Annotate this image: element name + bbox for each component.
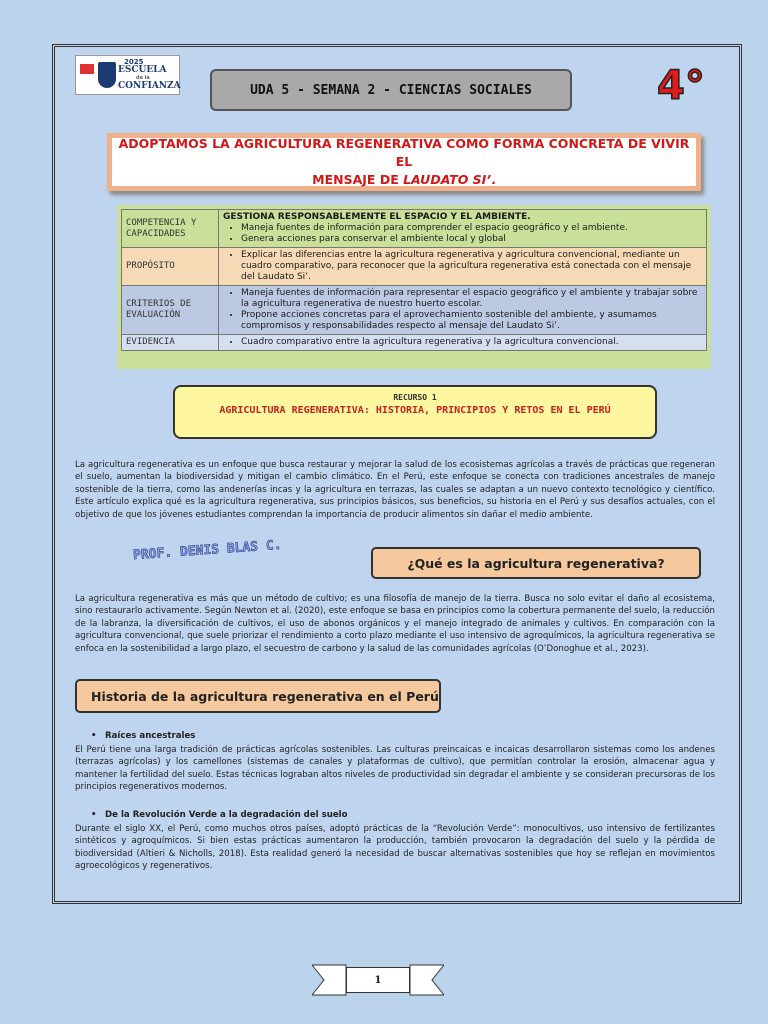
section-heading-que-es [371,547,701,579]
proposito-label: PROPÓSITO [122,248,219,286]
evidencia-label: EVIDENCIA [122,335,219,351]
criterios-cell [219,286,707,335]
competency-table [121,209,707,351]
table-row-proposito [122,248,707,286]
session-title [112,135,696,189]
session-title-line2-prefix: MENSAJE DE [312,172,404,187]
resource-label: RECURSO 1 [393,393,437,402]
evidencia-cell [219,335,707,351]
school-logo [75,55,180,95]
resource-box [173,385,657,439]
list-item: • Genera acciones para conservar el ambiente local y global [241,234,702,245]
section-heading-text: Historia de la agricultura regenerativa en el Perú [91,688,439,704]
section-heading-historia [75,679,441,713]
competencia-label: COMPETENCIA Y CAPACIDADES [122,210,219,248]
logo-line3: CONFIANZA [118,81,181,91]
proposito-cell [219,248,707,286]
section-heading-text: ¿Qué es la agricultura regenerativa? [407,555,665,571]
logo-line2: de la [136,75,150,81]
logo-shield-icon [98,62,116,88]
bullet-revolucion-verde: • De la Revolución Verde a la degradación del suelo [105,810,348,820]
bullet-raices: • Raíces ancestrales [105,731,195,741]
competencia-cell [219,210,707,248]
list-item: • Propone acciones concretas para el aprovechamiento sostenible del ambiente, y asumamos compromisos y responsabilidades respecto al mensaje del Laudato Si’. [241,310,702,332]
competencia-head: GESTIONA RESPONSABLEMENTE EL ESPACIO Y EL AMBIENTE. [223,212,531,222]
grade-badge: 4° [657,63,705,109]
table-row-evidencia [122,335,707,351]
teacher-signature: PROF. DENIS BLAS C. [132,537,283,564]
resource-title: AGRICULTURA REGENERATIVA: HISTORIA, PRINCIPIOS Y RETOS EN EL PERÚ [219,405,611,416]
list-item: • Maneja fuentes de información para representar el espacio geográfico y el ambiente y trabajar sobre la agricultura regenerativa de nuestro huerto escolar. [241,288,702,310]
page-number-ribbon [312,963,444,997]
page-number: 1 [346,967,410,993]
intro-paragraph: La agricultura regenerativa es un enfoque que busca restaurar y mejorar la salud de los ecosistemas agrícolas a través de prácticas que regeneran el suelo, aumentan la biodiversidad y mitigan el cambio climático. En el Perú, este enfoque se conecta con tradiciones ancestrales de manejo sostenible de la tierra, como las andenerías incas y la agricultura en terrazas, las cuales se adaptan a un nuevo contexto tecnológico y científico. Este artículo explica qué es la agricultura regenerativa, sus principios básicos, sus beneficios, su historia en el Perú y sus desafíos actuales, con el objetivo de que los jóvenes estudiantes comprendan la importancia de producir alimentos sin dañar el medio ambiente. [75,460,715,520]
logo-line1: ESCUELA [118,65,167,75]
logo-flag-icon [80,64,94,74]
table-row-competencia [122,210,707,248]
unit-title-bar [210,69,572,111]
session-title-box [107,133,701,191]
section1-paragraph: La agricultura regenerativa es más que un método de cultivo; es una filosofía de manejo de la tierra. Busca no solo evitar el daño al ecosistema, sino restaurarlo activamente. Según Newton et al. (2020), este enfoque se basa en principios como la cobertura permanente del suelo, la reducción de la labranza, la diversificación de cultivos, el uso de abonos orgánicos y el manejo integrado de animales y cultivos. En comparación con la agricultura convencional, que suele priorizar el rendimiento a corto plazo mediante el uso intensivo de agroquímicos, la agricultura regenerativa se enfoca en la sostenibilidad a largo plazo, el secuestro de carbono y la salud de las comunidades agrícolas (O’Donoghue et al., 2023). [75,594,715,654]
historia-paragraph-2: Durante el siglo XX, el Perú, como muchos otros países, adoptó prácticas de la “Revolución Verde”: monocultivos, uso intensivo de fertilizantes sintéticos y agroquímicos. Si bien estas prácticas aumentaron la producción, también provocaron la degradación del suelo y la pérdida de biodiversidad (Altieri & Nicholls, 2018). Esta realidad generó la necesidad de buscar alternativas sostenibles que hoy se reflejan en movimientos agroecológicos y regenerativos. [75,824,715,872]
unit-title: UDA 5 - SEMANA 2 - CIENCIAS SOCIALES [250,82,532,98]
list-item: • Explicar las diferencias entre la agricultura regenerativa y agricultura convencional, mediante un cuadro comparativo, para reconocer que la agricultura regenerativa está conectada con el mensaje del Laudato Si’. [241,250,702,283]
historia-paragraph-1: El Perú tiene una larga tradición de prácticas agrícolas sostenibles. Las culturas preincaicas e incaicas desarrollaron sistemas como los andenes (terrazas agrícolas) y los camellones (sistemas de canales y plataformas de cultivo), que permitían controlar la erosión, almacenar agua y mantener la fertilidad del suelo. Estas técnicas lograban altos niveles de productividad sin degradar el ambiente y se consideran precursoras de los principios regenerativos modernos. [75,745,715,793]
list-item: • Maneja fuentes de información para comprender el espacio geográfico y el ambiente. [241,223,702,234]
session-title-laudato: LAUDATO SI’ [403,172,492,187]
table-row-criterios [122,286,707,335]
list-item: • Cuadro comparativo entre la agricultura regenerativa y la agricultura convencional. [241,337,702,348]
logo-year: 2025 [124,58,144,66]
session-title-line1: ADOPTAMOS LA AGRICULTURA REGENERATIVA COMO FORMA CONCRETA DE VIVIR EL [118,136,690,169]
document-page [52,44,742,904]
criterios-label: CRITERIOS DE EVALUACIÓN [122,286,219,335]
session-title-line2-suffix: . [491,172,496,187]
